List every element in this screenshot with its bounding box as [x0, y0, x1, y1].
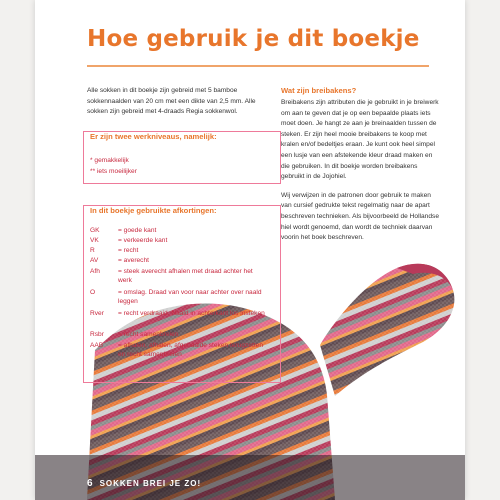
abbreviations-box	[83, 205, 281, 383]
abbr-key: Rsbr	[90, 331, 104, 338]
page-number: 6	[87, 478, 94, 489]
techniques-paragraph: Wij verwijzen in de patronen door gebruik te maken van cursief gedrukte tekst regelmatig naar de apart beschreven technieken. Als bijvoorbeeld de Hollandse hiel wordt genoemd, dan wordt de techniek daarvan voorin het boek beschreven.	[281, 191, 439, 242]
page-footer	[87, 478, 201, 489]
levels-box	[83, 131, 281, 184]
abbr-def: = averecht	[118, 257, 149, 264]
abbr-def: = afhalen, afhalen, afgehaalde steken terugzetten en recht samenbreien	[118, 342, 263, 359]
abbr-def: = recht	[118, 247, 139, 254]
abbr-key: AV	[90, 257, 99, 264]
book-title: SOKKEN BREI JE ZO!	[99, 479, 202, 488]
abbr-key: Afh	[90, 268, 100, 275]
title-underline	[87, 65, 429, 67]
intro-paragraph: Alle sokken in dit boekje zijn gebreid met 5 bamboe sokkennaalden van 20 cm met een dikte van 2,5 mm. Alle sokken zijn gebreid met 4-draads Regia sokkenwol.	[87, 87, 256, 116]
abbr-def: = recht verdraaid. Naald in achterkant lus insteken	[118, 310, 265, 317]
abbr-def: = goede kant	[118, 227, 157, 234]
abbr-def: = recht samenbreien	[118, 331, 179, 338]
abbr-key: VK	[90, 237, 99, 244]
abbr-key: R	[90, 247, 95, 254]
breibakens-paragraph: Breibakens zijn attributen die je gebruikt in je breiwerk om aan te geven dat je op een bepaalde plaats iets moet doen. Je hangt ze aan je breinaalden tussen de steken. Er zijn heel mooie breibakens te koop met kralen en/of bedeltjes eraan. Je kunt ook heel simpel een lusje van een afstekende kleur draad maken en die gebruiken. In dit boekje worden breibakens gebruikt in de Jojohiel.	[281, 99, 439, 181]
abbr-def: = omslag. Draad van voor naar achter over naald leggen	[118, 289, 262, 306]
page-title: Hoe gebruik je dit boekje	[87, 26, 420, 52]
abbr-def: = steek averecht afhalen met draad achter het werk	[118, 268, 253, 285]
breibakens-heading: Wat zijn breibakens?	[281, 86, 357, 95]
abbr-def: = verkeerde kant	[118, 237, 168, 244]
abbr-key: O	[90, 289, 96, 296]
abbr-key: AAB	[90, 342, 104, 349]
abbreviations-title: In dit boekje gebruikte afkortingen:	[90, 206, 217, 215]
level-easy: * gemakkelijk	[90, 157, 129, 164]
abbr-key: GK	[90, 227, 100, 234]
book-page	[35, 0, 465, 500]
levels-title: Er zijn twee werkniveaus, namelijk:	[90, 132, 217, 141]
breibakens-column	[281, 86, 441, 244]
abbr-key: Rver	[90, 310, 104, 317]
level-harder: ** iets moeilijker	[90, 168, 137, 175]
